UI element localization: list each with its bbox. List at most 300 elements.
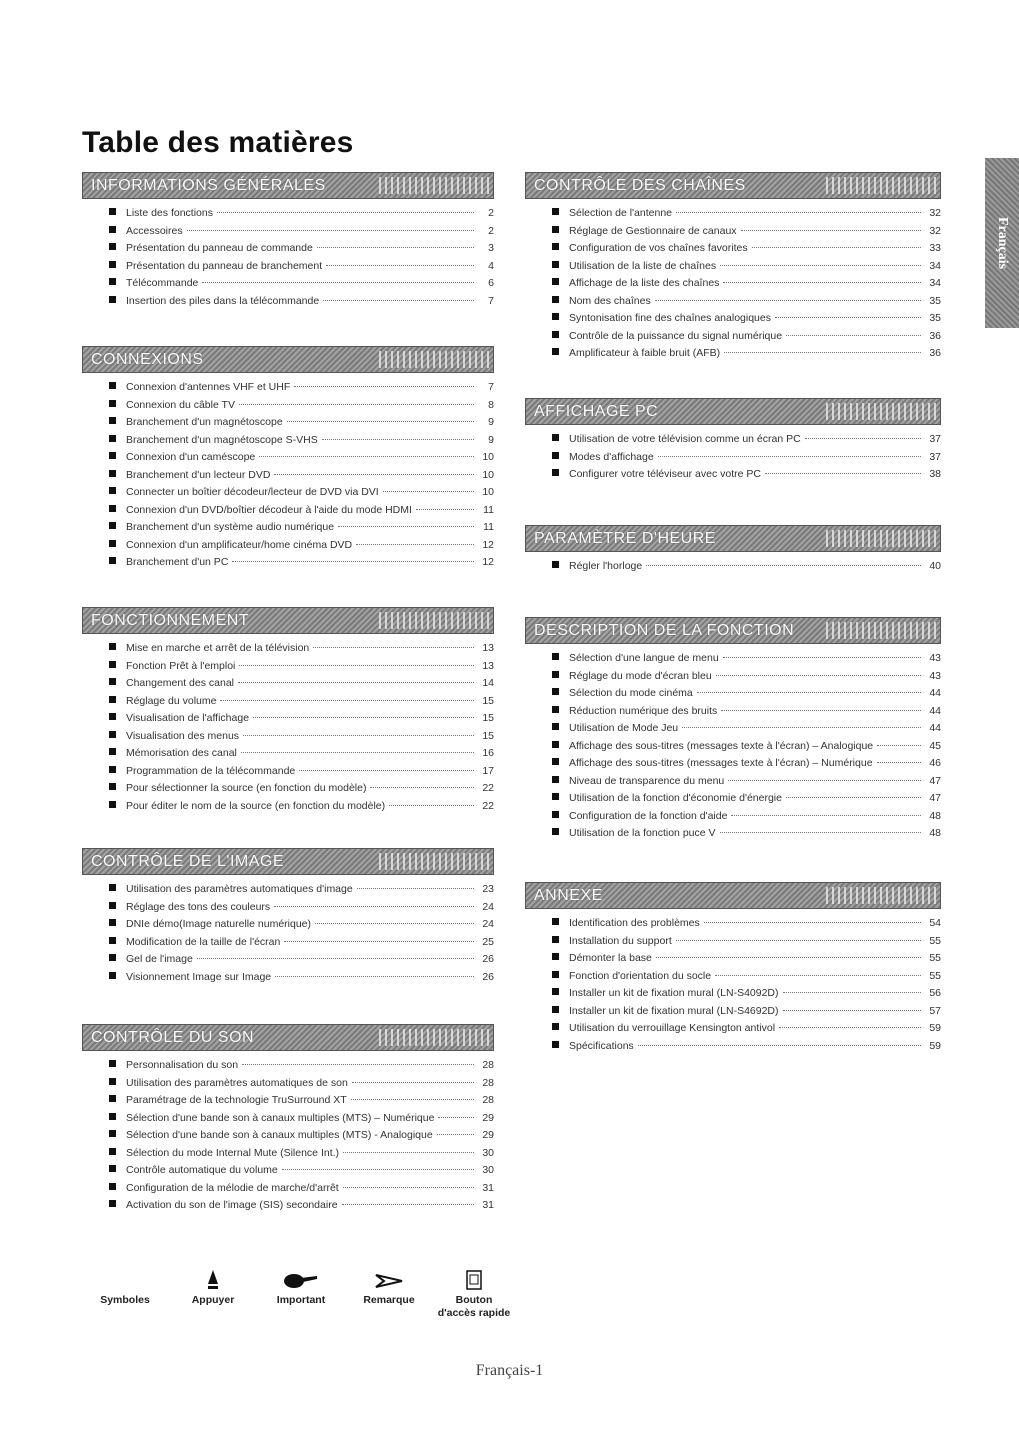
bullet-square-icon [552,452,559,459]
toc-entry [82,521,494,539]
toc-page-number: 34 [929,259,941,272]
dot-leader [323,300,474,301]
toc-entry-title: Visionnement Image sur Image [126,970,272,983]
toc-page-number: 30 [482,1146,494,1159]
bullet-square-icon [109,1130,116,1137]
toc-entry [525,330,941,348]
toc-entry [82,242,494,260]
toc-page-number: 9 [488,433,494,446]
section-controle-son [82,1024,494,1217]
section-header [525,172,941,199]
bullet-square-icon [109,1095,116,1102]
dot-leader [351,1099,474,1100]
toc-entry-title: Sélection d'une langue de menu [569,652,719,664]
toc-entry [525,952,941,970]
toc-entry-title: Programmation de la télécommande [126,764,296,777]
bullet-square-icon [552,793,559,800]
toc-page-number: 10 [482,468,494,481]
bullet-square-icon [552,988,559,995]
bullet-square-icon [552,688,559,695]
toc-entry [525,451,941,469]
dot-leader [724,352,921,353]
toc-entry [82,451,494,469]
toc-entry-title: Visualisation de l'affichage [126,712,250,724]
bullet-square-icon [552,811,559,818]
toc-entry-title: Nom des chaînes [569,294,651,307]
toc-entry-title: Modification de la taille de l'écran [126,935,281,948]
dot-leader [752,247,921,248]
toc-page-number: 2 [488,207,494,219]
toc-entry [82,971,494,989]
bullet-square-icon [552,971,559,978]
bullet-square-icon [109,919,116,926]
toc-entry [525,277,941,295]
bullet-square-icon [109,1113,116,1120]
toc-page-number: 38 [929,468,941,480]
toc-page-number: 26 [482,970,494,983]
toc-entry-title: Connecter un boîtier décodeur/lecteur de DVD via DVI [126,486,379,498]
toc-page-number: 44 [929,722,941,734]
dot-leader [877,745,921,746]
toc-entry [82,782,494,800]
header-decoration [379,612,489,629]
toc-entry-title: Pour éditer le nom de la source (en fonction du modèle) [126,799,386,812]
toc-page-number: 29 [482,1129,494,1141]
toc-list [525,652,941,845]
section-header [525,525,941,552]
language-side-tab [985,158,1019,328]
toc-entry [82,901,494,919]
toc-entry-title: Sélection de l'antenne [569,207,673,219]
toc-entry-title: Sélection d'une bande son à canaux multiples (MTS) - Analogique [126,1129,433,1141]
toc-entry [82,225,494,243]
toc-entry [525,207,941,225]
toc-page-number: 46 [929,757,941,769]
legend-remarque-label: Remarque [363,1294,415,1306]
dot-leader [775,317,921,318]
toc-entry [82,660,494,678]
toc-entry-title: Liste des fonctions [126,207,213,219]
toc-entry [525,827,941,845]
bullet-square-icon [552,261,559,268]
toc-entry-title: Utilisation des paramètres automatiques de son [126,1076,348,1089]
toc-entry-title: Utilisation de la liste de chaînes [569,259,717,272]
dot-leader [243,735,474,736]
page-title: Table des matières [82,126,354,159]
dot-leader [197,958,474,959]
dot-leader [805,438,921,439]
toc-entry [525,740,941,758]
toc-entry-title: Réglage des tons des couleurs [126,900,271,913]
toc-page-number: 47 [929,792,941,804]
header-decoration [379,177,489,194]
header-decoration [379,1029,489,1046]
toc-list [525,433,941,486]
toc-page-number: 6 [488,277,494,289]
toc-entry-title: Connexion d'un DVD/boîtier décodeur à l'aide du mode HDMI [126,503,412,516]
toc-page-number: 59 [929,1039,941,1052]
toc-entry [82,642,494,660]
toc-entry-title: Identification des problèmes [569,917,700,929]
legend-bouton [426,1262,522,1320]
toc-page-number: 15 [482,694,494,707]
bullet-square-icon [109,766,116,773]
bullet-square-icon [109,1060,116,1067]
toc-entry [525,722,941,740]
toc-page-number: 4 [488,259,494,272]
toc-page-number: 25 [482,935,494,948]
toc-page-number: 22 [482,782,494,794]
dot-leader [704,922,921,923]
toc-entry-title: Affichage de la liste des chaînes [569,277,720,289]
dot-leader [352,1082,474,1083]
dot-leader [786,335,921,336]
toc-page-number: 59 [929,1022,941,1034]
toc-entry-title: Mémorisation des canal [126,747,237,759]
section-affichage-pc [525,398,941,486]
bullet-square-icon [552,653,559,660]
dot-leader [287,421,474,422]
toc-page-number: 56 [929,987,941,999]
toc-entry-title: Installer un kit de fixation mural (LN-S4092D) [569,987,779,999]
toc-page-number: 55 [929,952,941,964]
toc-entry-title: Configuration de la mélodie de marche/d'arrêt [126,1181,339,1194]
toc-entry-title: DNIe démo(Image naturelle numérique) [126,918,312,930]
bullet-square-icon [109,243,116,250]
dot-leader [676,940,921,941]
toc-list [525,560,941,578]
legend-bouton-line1: Bouton [455,1294,493,1306]
section-controle-image [82,848,494,988]
toc-entry [525,775,941,793]
dot-leader [284,941,474,942]
bullet-square-icon [552,296,559,303]
bullet-square-icon [109,972,116,979]
toc-entry [82,747,494,765]
bullet-square-icon [109,954,116,961]
dot-leader [877,762,921,763]
toc-entry-title: Accessoires [126,224,183,237]
header-decoration [826,530,936,547]
bullet-square-icon [552,706,559,713]
toc-entry-title: Pour sélectionner la source (en fonction du modèle) [126,782,367,794]
bullet-square-icon [552,331,559,338]
bullet-square-icon [109,731,116,738]
toc-entry-title: Mise en marche et arrêt de la télévision [126,642,310,654]
toc-page-number: 7 [488,381,494,393]
toc-page-number: 8 [488,398,494,411]
bullet-square-icon [109,643,116,650]
toc-entry [82,556,494,574]
toc-entry-title: Sélection du mode cinéma [569,687,693,699]
dot-leader [676,212,921,213]
dot-leader [731,815,921,816]
toc-entry [525,810,941,828]
toc-entry [82,277,494,295]
note-arrow-icon [374,1272,404,1290]
toc-entry [82,486,494,504]
toc-entry-title: Connexion d'antennes VHF et UHF [126,381,291,393]
dot-leader [646,565,921,566]
header-decoration [826,177,936,194]
toc-entry [525,757,941,775]
toc-entry-title: Visualisation des menus [126,729,240,742]
toc-entry-title: Connexion du câble TV [126,398,235,411]
toc-page-number: 37 [929,450,941,463]
toc-page-number: 33 [929,242,941,254]
toc-page-number: 47 [929,774,941,787]
toc-page-number: 28 [482,1076,494,1089]
toc-entry [82,416,494,434]
dot-leader [242,1064,474,1065]
toc-page-number: 15 [482,729,494,742]
dot-leader [241,752,474,753]
toc-page-number: 16 [482,747,494,759]
toc-entry-title: Connexion d'un caméscope [126,451,256,463]
bullet-square-icon [552,1006,559,1013]
side-tab-label: Français [995,216,1010,270]
toc-page-number: 10 [482,451,494,463]
toc-entry-title: Activation du son de l'image (SIS) secondaire [126,1199,338,1211]
legend-symbols [80,1262,170,1307]
toc-page-number: 22 [482,799,494,812]
dot-leader [783,992,921,993]
dot-leader [723,282,921,283]
bullet-square-icon [552,1041,559,1048]
toc-page-number: 28 [482,1059,494,1071]
toc-list [82,207,494,312]
header-decoration [826,887,936,904]
toc-entry [82,936,494,954]
dot-leader [741,230,921,231]
toc-page-number: 13 [482,642,494,654]
bullet-square-icon [109,1200,116,1207]
toc-entry [525,687,941,705]
toc-entry-title: Réglage du mode d'écran bleu [569,669,712,682]
toc-entry [82,539,494,557]
toc-entry [82,1182,494,1200]
legend-important-label: Important [276,1294,326,1306]
toc-page-number: 57 [929,1004,941,1017]
toc-page-number: 2 [488,224,494,237]
toc-entry-title: Configurer votre téléviseur avec votre PC [569,468,761,480]
dot-leader [370,787,474,788]
toc-list [525,917,941,1057]
bullet-square-icon [109,1078,116,1085]
toc-entry-title: Utilisation de la fonction puce V [569,827,716,839]
bullet-square-icon [109,470,116,477]
toc-page-number: 48 [929,827,941,839]
toc-page-number: 44 [929,704,941,717]
toc-entry [82,677,494,695]
toc-entry-title: Régler l'horloge [569,560,643,572]
toc-page-number: 10 [482,486,494,498]
toc-list [82,883,494,988]
toc-entry-title: Contrôle de la puissance du signal numérique [569,329,783,342]
toc-page-number: 30 [482,1164,494,1176]
dot-leader [217,212,474,213]
bullet-square-icon [109,1183,116,1190]
toc-entry [525,1040,941,1058]
legend-symbols-label: Symboles [100,1294,150,1306]
toc-entry-title: Fonction Prêt à l'emploi [126,659,236,672]
toc-entry [525,917,941,935]
dot-leader [656,957,921,958]
toc-entry [82,1129,494,1147]
dot-leader [728,780,921,781]
toc-page-number: 13 [482,659,494,672]
toc-entry-title: Branchement d'un magnétoscope [126,416,283,428]
dot-leader [238,682,474,683]
dot-leader [655,300,921,301]
section-header [82,607,494,634]
toc-page-number: 7 [488,294,494,307]
toc-entry-title: Modes d'affichage [569,450,654,463]
toc-list [525,207,941,365]
toc-entry [525,295,941,313]
dot-leader [315,923,474,924]
bullet-square-icon [109,937,116,944]
toc-list [82,642,494,817]
toc-page-number: 40 [929,560,941,572]
bullet-square-icon [552,953,559,960]
bullet-square-icon [109,696,116,703]
toc-page-number: 55 [929,934,941,947]
toc-page-number: 9 [488,416,494,428]
section-header [82,346,494,373]
toc-page-number: 35 [929,294,941,307]
dot-leader [342,1204,474,1205]
legend-remarque [344,1262,434,1307]
toc-entry [82,1112,494,1130]
toc-entry [525,312,941,330]
toc-entry-title: Configuration de la fonction d'aide [569,809,728,822]
bullet-square-icon [109,278,116,285]
bullet-square-icon [552,243,559,250]
toc-entry-title: Branchement d'un magnétoscope S-VHS [126,433,318,446]
dot-leader [275,976,474,977]
bullet-square-icon [109,261,116,268]
toc-entry-title: Utilisation de la fonction d'économie d'énergie [569,792,782,804]
toc-page-number: 12 [482,538,494,551]
section-header [525,617,941,644]
section-header [82,848,494,875]
section-informations-generales [82,172,494,312]
dot-leader [383,491,474,492]
toc-page-number: 32 [929,224,941,237]
bullet-square-icon [109,382,116,389]
toc-page-number: 36 [929,329,941,342]
bullet-square-icon [552,723,559,730]
bullet-square-icon [109,783,116,790]
toc-entry [525,225,941,243]
toc-page-number: 48 [929,809,941,822]
toc-entry-title: Télécommande [126,277,199,289]
toc-entry [525,670,941,688]
toc-entry-title: Utilisation de Mode Jeu [569,722,679,734]
bullet-square-icon [552,226,559,233]
dot-leader [697,692,921,693]
dot-leader [326,265,474,266]
bullet-square-icon [109,208,116,215]
dot-leader [438,1117,474,1118]
toc-entry-title: Affichage des sous-titres (messages texte à l'écran) – Numérique [569,757,873,769]
header-decoration [826,622,936,639]
section-title: CONTRÔLE DU SON [91,1028,255,1046]
section-title: CONTRÔLE DES CHAÎNES [534,176,746,194]
pointing-hand-icon [283,1270,319,1290]
symbols-legend [80,1262,520,1322]
toc-entry-title: Connexion d'un amplificateur/home cinéma DVD [126,538,353,551]
toc-page-number: 12 [482,556,494,568]
dot-leader [313,647,474,648]
toc-entry-title: Utilisation de votre télévision comme un écran PC [569,433,801,445]
toc-entry-title: Branchement d'un lecteur DVD [126,468,271,481]
toc-entry [82,1147,494,1165]
toc-entry-title: Sélection d'une bande son à canaux multiples (MTS) – Numérique [126,1111,435,1124]
section-header [82,172,494,199]
dot-leader [259,456,474,457]
bullet-square-icon [552,918,559,925]
toc-entry-title: Réglage du volume [126,694,217,707]
toc-entry [525,792,941,810]
section-title: CONTRÔLE DE L'IMAGE [91,852,285,870]
dot-leader [220,700,474,701]
dot-leader [202,282,474,283]
toc-entry-title: Fonction d'orientation du socle [569,969,712,982]
toc-entry [525,347,941,365]
legend-appuyer [168,1262,258,1307]
dot-leader [299,770,474,771]
section-header [525,882,941,909]
section-description-fonction [525,617,941,845]
toc-page-number: 55 [929,969,941,982]
dot-leader [274,474,474,475]
toc-entry [82,381,494,399]
dot-leader [716,675,921,676]
toc-entry-title: Gel de l'image [126,953,193,965]
bullet-square-icon [109,452,116,459]
toc-entry [82,765,494,783]
toc-page-number: 54 [929,917,941,929]
bullet-square-icon [552,561,559,568]
toc-list [82,381,494,574]
dot-leader [765,473,921,474]
header-decoration [379,351,489,368]
toc-entry [82,918,494,936]
section-title: FONCTIONNEMENT [91,611,250,629]
toc-page-number: 15 [482,712,494,724]
toc-entry [525,560,941,578]
toc-entry [82,207,494,225]
toc-entry [82,695,494,713]
dot-leader [638,1045,921,1046]
section-title: CONNEXIONS [91,350,204,368]
toc-entry [82,800,494,818]
toc-entry [525,705,941,723]
header-decoration [379,853,489,870]
dot-leader [658,456,921,457]
bullet-square-icon [109,748,116,755]
toc-entry [82,1059,494,1077]
toc-entry [82,883,494,901]
toc-entry-title: Personnalisation du son [126,1059,239,1071]
toc-page-number: 31 [482,1181,494,1194]
legend-appuyer-label: Appuyer [191,1294,235,1306]
dot-leader [232,561,474,562]
section-title: DESCRIPTION DE LA FONCTION [534,621,795,639]
bullet-square-icon [109,713,116,720]
